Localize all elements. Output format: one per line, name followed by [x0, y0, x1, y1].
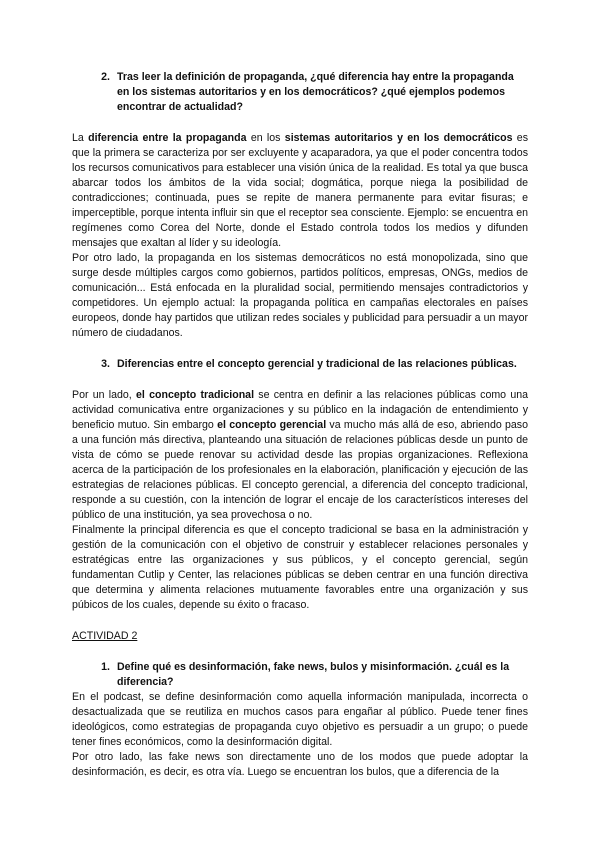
- question-2-number: 2.: [101, 71, 110, 83]
- question-3-text: Diferencias entre el concepto gerencial y tradicional de las relaciones públicas.: [117, 358, 517, 370]
- answer-2-paragraph-2: Por otro lado, la propaganda en los sistemas democráticos no está monopolizada, sino que surge desde múltiples cargos como gobiernos, partidos políticos, empresas, ONGs, medios de comunicación... Está enfocada en la pluralidad social, permitiendo mensajes contradictorios y competidores. Un ejemplo actual: la propaganda política en campañas electorales en países europeos, donde hay partidos que utilizan redes sociales y publicidad para persuadir a un mayor número de ciudadanos.: [72, 252, 528, 339]
- bold-phrase: sistemas autoritarios y en los democráticos: [284, 132, 513, 144]
- question-1-text: Define qué es desinformación, fake news, bulos y misinformación. ¿cuál es la diferencia?: [117, 661, 510, 688]
- question-1: [72, 660, 528, 690]
- answer-2-paragraph-1: La diferencia entre la propaganda en los sistemas autoritarios y en los democráticos es que la primera se caracteriza por ser excluyente y acaparadora, ya que el poder concentra todos los recursos comunicativos para establecer una visión única de la realidad. Es total ya que busca abarcar todos los ámbitos de la vida social; dogmática, porque niega la posibilidad de contradicciones; continuada, pues se repite de manera permanente para evitar fisuras; e imperceptible, porque intenta influir sin que el receptor sea consciente. Ejemplo: se encuentra en regímenes como Corea del Norte, donde el Estado controla todos los medios y difunden mensajes que exaltan al líder y su ideología.: [72, 132, 528, 249]
- bold-phrase: diferencia entre la propaganda: [88, 132, 247, 144]
- answer-1-paragraph-2: Por otro lado, las fake news son directamente uno de los modos que puede adoptar la desinformación, es decir, es otra vía. Luego se encuentran los bulos, que a diferencia de la: [72, 751, 528, 778]
- question-3: [72, 357, 528, 372]
- answer-3-paragraph-2: Finalmente la principal diferencia es que el concepto tradicional se basa en la administración y gestión de la comunicación con el objetivo de construir y establecer relaciones personales y estratégicas entre las organizaciones y sus públicos, y el concepto gerencial, según fundamentan Cutlip y Center, las relaciones públicas se deben centrar en una función directiva que determina y alimenta relaciones mutuamente favorables entre una organización y sus púbicos de los cuales, depende su éxito o fracaso.: [72, 524, 528, 611]
- question-2-text: Tras leer la definición de propaganda, ¿qué diferencia hay entre la propaganda en los sistemas autoritarios y en los democráticos? ¿qué ejemplos podemos encontrar de actualidad?: [117, 71, 514, 113]
- question-3-number: 3.: [101, 358, 110, 370]
- answer-3-paragraph-1: Por un lado, el concepto tradicional se centra en definir a las relaciones públicas como una actividad comunicativa entre organizaciones y su público en la indagación de entendimiento y beneficio mutuo. Sin embargo el concepto gerencial va mucho más allá de eso, abriendo paso a una función más directiva, planteando una situación de relaciones públicas desde un punto de vista de cómo se puede renovar su actividad desde las propias organizaciones. Reflexiona acerca de la participación de los profesionales en la elaboración, planificación y ejecución de las estrategias de relaciones públicas. El concepto gerencial, a diferencia del concepto tradicional, responde a su cuestión, con la intención de lograr el encaje de los característicos intereses del público de una institución, ya sea provechosa o no.: [72, 389, 528, 521]
- bold-phrase: el concepto tradicional: [136, 389, 255, 401]
- document-body: [72, 70, 528, 780]
- bold-phrase: el concepto gerencial: [217, 419, 327, 431]
- activity-heading: ACTIVIDAD 2: [72, 630, 138, 642]
- question-1-number: 1.: [101, 661, 110, 673]
- question-2: [72, 70, 528, 115]
- answer-1-paragraph-1: En el podcast, se define desinformación como aquella información manipulada, incorrecta o desactualizada que se reutiliza en muchos casos para engañar al público. Puede tener fines ideológicos, como estrategias de propaganda cuyo objetivo es persuadir a un grupo; o puede tener fines económicos, como la desinformación digital.: [72, 691, 528, 748]
